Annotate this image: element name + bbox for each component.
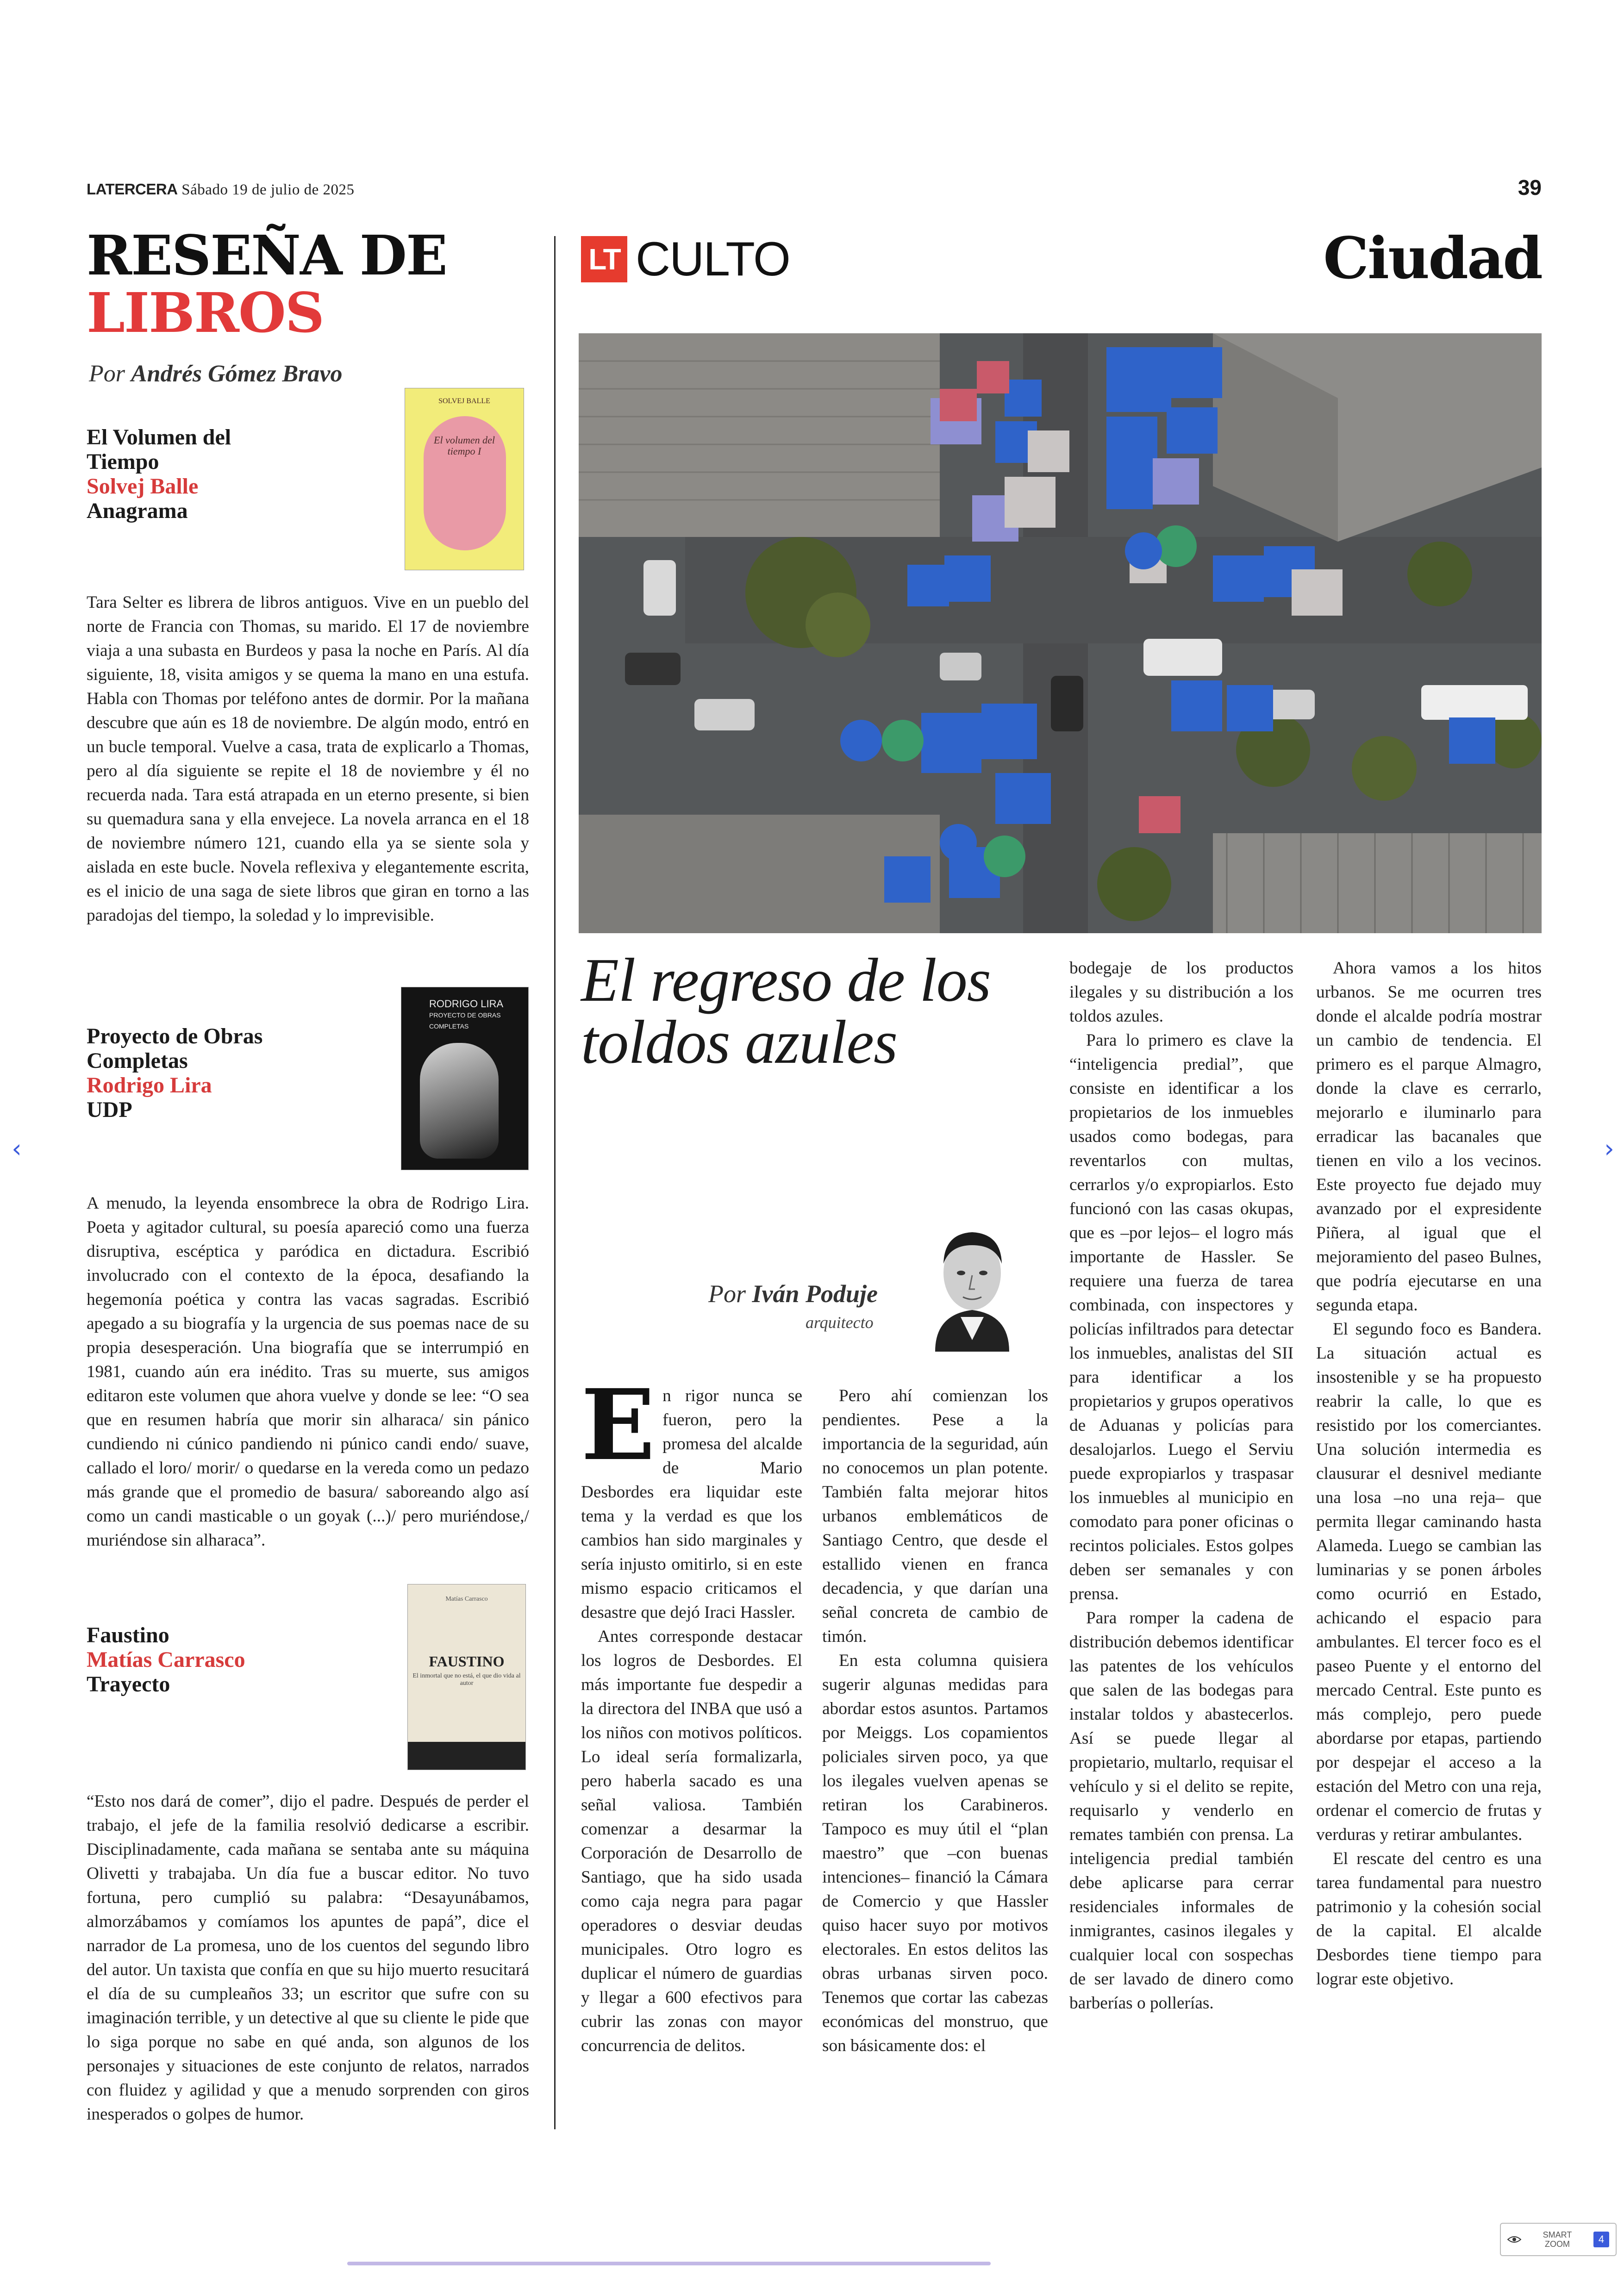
eye-icon	[1507, 2235, 1521, 2244]
next-page-button[interactable]: ›	[1604, 1134, 1614, 1163]
column-divider	[554, 236, 556, 2129]
book-heading-3: Faustino Matías Carrasco Trayecto	[87, 1623, 245, 1696]
drop-cap: E	[581, 1368, 656, 1482]
zoom-badge: 4	[1593, 2232, 1609, 2247]
book-review-body-3: “Esto nos dará de comer”, dijo el padre. Después de perder el trabajo, el jefe de la familia resolvió dedicarse a escribir. Disciplinadamente, cada mañana se sentaba ante su máquina Olivetti y trabajaba. Un día fue a buscar editor. No tuvo fortuna, pero cumplió su palabra: “Desayunábamos, almorzábamos y comíamos los apuntes de papá”, dice el narrador de La promesa, uno de los cuentos del segundo libro del autor. Un taxista que confía en que su hijo muerto resucitará el día de su cumpleaños 33; un escritor que sufre con su imaginación terrible, y un detective al que su cliente le pide que lo siga porque no sabe en qué anda, son algunos de los personajes y situaciones de este conjunto de relatos, narrados con fluidez y agilidad y que a menudo sorprenden con giros inesperados o golpes de humor.	[87, 1792, 529, 2124]
article-column-3: bodegaje de los productos ilegales y su distribución a los toldos azules. Para lo primero es clave la “inteligencia predial”, que consiste en identificar a los propietarios de los inmuebles usados como bodegas, para reventarlos con multas, cerrarlos y/o expropiarlos. Esto funcionó con las casas okupas, que es –por lejos– el logro más importante de Hassler. Se requiere una fuerza de tarea combinada, con inspectores y policías infiltrados para detectar los inmuebles, analistas del SII para identificar a los propietarios y grupos operativos de Aduanas y policías para desalojarlos. Luego el Serviu puede expropiarlos y traspasar los inmuebles al municipio en comodato para poner oficinas o recintos policiales. Estos golpes deben ser semanales y con prensa. Para romper la cadena de distribución debemos identificar las patentes de los vehículos que salen de las bodegas para instalar toldos y abastecerlos. Así se puede llegar al propietario, multarlo, requisar el vehículo y si el delito se repite, requisarlo y venderlo en remates también con prensa. La inteligencia predial también debe aplicarse para cerrar residenciales informales de inmigrantes, casinos ilegales y cualquier local con sospechas de ser lavado de dinero como barberías o pollerías.	[1069, 959, 1293, 2013]
book-review-body-1: Tara Selter es librera de libros antiguos. Vive en un pueblo del norte de Francia con Thomas, su marido. El 17 de noviembre viaja a una subasta en Burdeos y pasa la noche en París. Al día siguiente, 18, visita amigos y se quema la mano en una estufa. Habla con Thomas por teléfono antes de dormir. Por la mañana descubre que aún es 18 de noviembre. De algún modo, entró en un bucle temporal. Vuelve a casa, trata de explicarlo a Thomas, pero al día siguiente se repite el 18 de noviembre y él no recuerda nada. Tara está atrapada en un eterno presente, si bien su quemadura sana y ella envejece. La novela arranca en el 18 de noviembre número 121, cuando ella ya se siente sola y aislada en este bucle. Novela reflexiva y elegantemente escrita, es el inicio de una saga de siete libros que giran en torno a las paradojas del tiempo, la soledad y lo imprevisible.	[87, 593, 529, 925]
book-publisher: Anagrama	[87, 499, 188, 523]
article-byline: Por Iván Poduje	[708, 1280, 878, 1308]
aerial-photo-illustration	[579, 333, 1542, 933]
issue-date: Sábado 19 de julio de 2025	[181, 181, 355, 198]
page-number: 39	[1518, 175, 1542, 200]
book-author: Matías Carrasco	[87, 1647, 245, 1672]
portrait-illustration	[420, 1043, 499, 1159]
culto-logo: LT CULTO	[581, 236, 790, 282]
book-heading-2: Proyecto de Obras Completas Rodrigo Lira UDP	[87, 1024, 263, 1122]
book-publisher: UDP	[87, 1098, 132, 1122]
author-role: arquitecto	[806, 1313, 874, 1332]
article-headline: El regreso de los toldos azules	[581, 946, 991, 1076]
book-cover-2: RODRIGO LIRA PROYECTO DE OBRAS COMPLETAS	[401, 987, 529, 1170]
book-cover-1: SOLVEJ BALLE El volumen del tiempo I	[405, 388, 524, 570]
book-heading-1: El Volumen del Tiempo Solvej Balle Anagrama	[87, 425, 231, 523]
masthead	[87, 181, 355, 199]
article-column-1: En rigor nunca se fueron, pero la promesa del alcalde de Mario Desbordes era liquidar este tema y la verdad es que los cambios han sido marginales y sería injusto omitirlo, si en este mismo espacio criticamos el desastre que dejó Iraci Hassler. Antes corresponde destacar los logros de Desbordes. El más importante fue despedir a la directora del INBA que usó a los niños con motivos políticos. Lo ideal sería formalizarla, pero haberla sacado es una señal valiosa. También comenzar a desarmar la Corporación de Desarrollo de Santiago, que ha sido usada como caja negra para pagar operadores o desviar deudas municipales. Otro logro es duplicar el número de guardias y llegar a 600 efectivos para cubrir las zonas con mayor concurrencia de delitos.	[581, 1368, 802, 2055]
review-section-title: RESEÑA DE LIBROS	[87, 223, 447, 345]
article-column-4: Ahora vamos a los hitos urbanos. Se me ocurren tres donde el alcalde podría mostrar un cambio de tendencia. El primero es el parque Almagro, donde la clave es cerrarlo, mejorarlo e iluminarlo para erradicar las bacanales que tienen en vilo a los vecinos. Este proyecto fue dejado muy avanzado por el expresidente Piñera, al igual que el mejoramiento del paseo Bulnes, que podría ejecutarse en una segunda etapa. El segundo foco es Bandera. La situación actual es insostenible y se ha propuesto reabrir la calle, lo que es resistido por los comerciantes. Una solución intermedia es clausurar el desnivel mediante una losa –no una reja– que permita llegar caminando hasta Alameda. Luego se cambian las luminarias y se ponen árboles como ocurrió en Estado, achicando el espacio para ambulantes. El tercer foco es el paseo Puente y el entorno del mercado Central. Este punto es más complejo, pero puede abordarse por etapas, partiendo por despejar el acceso a la estación del Metro con una reja, ordenar el comercio de frutas y verduras y retirar ambulantes. El rescate del centro es una tarea fundamental para nuestro patrimonio y la cohesión social de la capital. El alcalde Desbordes tiene tiempo para lograr este objetivo.	[1316, 959, 1542, 1989]
horizontal-scrollbar[interactable]	[347, 2262, 986, 2265]
review-byline: Por Andrés Gómez Bravo	[89, 361, 343, 387]
author-portrait	[917, 1208, 1028, 1352]
previous-page-button[interactable]: ‹	[12, 1134, 22, 1163]
smart-zoom-button[interactable]: SMART ZOOM 4	[1500, 2223, 1617, 2256]
aerial-market-photo	[579, 333, 1542, 933]
book-publisher: Trayecto	[87, 1672, 170, 1696]
book-cover-3: Matías Carrasco FAUSTINO El inmortal que no está, el que dio vida al autor	[407, 1584, 526, 1770]
section-name: Ciudad	[1323, 225, 1542, 292]
newspaper-brand: LATERCERA	[87, 181, 178, 198]
book-author: Solvej Balle	[87, 474, 199, 499]
article-column-2: Pero ahí comienzan los pendientes. Pese a la importancia de la seguridad, aún no conocemos un plan potente. También falta mejorar hitos urbanos emblemáticos de Santiago Centro, que desde el estallido vienen en franca decadencia, y que darían una señal concreta de cambio de timón. En esta columna quisiera sugerir algunas medidas para abordar estos asuntos. Partamos por Meiggs. Los copamientos policiales sirven poco, ya que los ilegales vuelven apenas se retiran los Carabineros. Tampoco es muy útil el “plan maestro” que –con buenas intenciones– financió la Cámara de Comercio y que Hassler quiso hacer suyo por motivos electorales. En estos delitos las obras urbanas sirven poco. Tenemos que cortar las cabezas económicas del monstruo, que son básicamente dos: el	[822, 1386, 1048, 2055]
book-author: Rodrigo Lira	[87, 1073, 212, 1098]
author-portrait-illustration	[917, 1208, 1028, 1352]
book-review-body-2: A menudo, la leyenda ensombrece la obra de Rodrigo Lira. Poeta y agitador cultural, su poesía apareció como una fuerza disruptiva, escéptica y paródica en dictadura. Escribió involucrado con el contexto de la época, desafiando la hegemonía poética y contra las vacas sagradas. Escribió apegado a su biografía y la urgencia de sus poemas nace de su propia desesperación. Una biografía que se interrumpió en 1981, cuando aún era inédito. Tras su muerte, sus amigos editaron este volumen que ahora vuelve y donde se lee: “O sea que en resumen habría que morir sin alharaca/ sin pánico cundiendo ni cúnico pandiendo ni púnico candi endo/ suave, callado el loro/ morir/ o quedarse en la vereda como un pedazo más grande que el promedio de basura/ saboreando algo así como un candi masticable o un goyak (...)/ pero muriéndose,/ muriéndose sin alharaca”.	[87, 1194, 529, 1550]
scrollbar-thumb[interactable]	[347, 2262, 991, 2265]
